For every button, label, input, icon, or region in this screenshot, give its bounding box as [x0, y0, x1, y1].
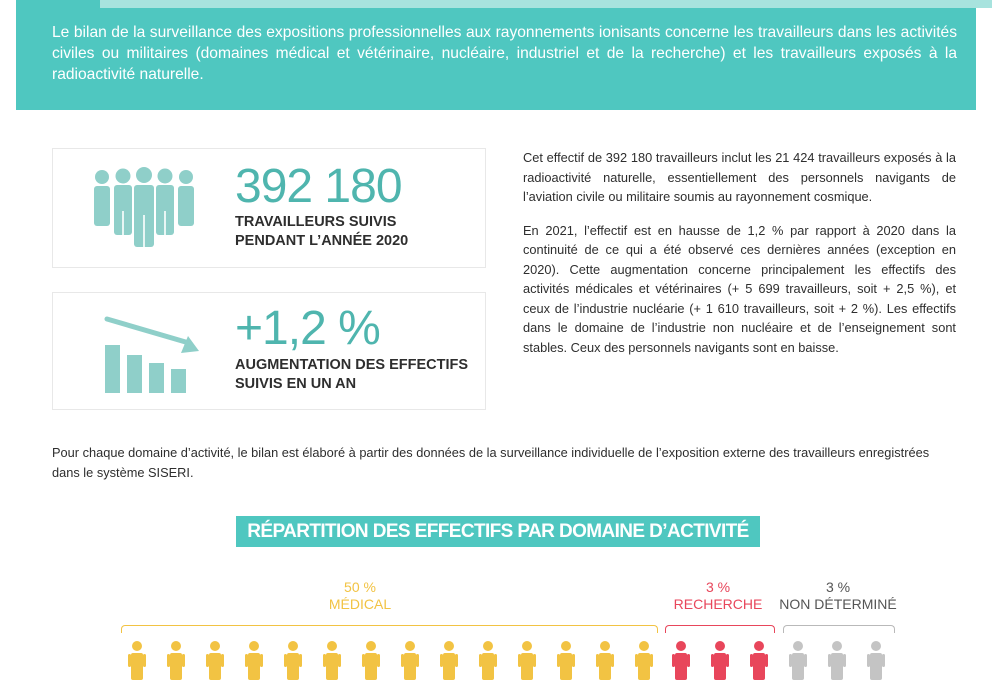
people-group-icon — [89, 167, 199, 251]
explanation-text — [523, 148, 956, 371]
person-icon-medical — [401, 641, 419, 680]
bracket-undetermined — [783, 625, 895, 633]
person-icon-medical — [596, 641, 614, 680]
person-icon-medical — [128, 641, 146, 680]
stat-label-growth — [235, 356, 468, 394]
person-icon-medical — [245, 641, 263, 680]
stat-number-growth: +1,2 % — [235, 302, 380, 355]
stat-label-line2: SUIVIS EN UN AN — [235, 376, 357, 392]
category-undetermined-name: NON DÉTERMINÉ — [779, 596, 897, 612]
paragraph-evolution: En 2021, l’effectif est en hausse de 1,2 % par rapport à 2020 dans la continuité de ce qui a été observé ces dernières années (exception en 2020). Cette augmentation concerne principalement les effectifs des activités médicales et vétérinaires (+ 5 699 travailleurs, soit + 2,5 %), et ceux de l’industrie nucléarie (+ 1 610 travailleurs, soit + 2 %). Les effectifs dans le domaine de l’industrie non nucléaire et de l’enseignement sont stables. Ceux des personnels navigants sont en baisse. — [523, 222, 956, 355]
person-icon-medical — [518, 641, 536, 680]
banner-top-strip — [100, 0, 992, 8]
category-undetermined-pct: 3 % — [825, 579, 851, 595]
person-icon-medical — [635, 641, 653, 680]
bracket-medical — [121, 625, 658, 633]
person-icon-recherche — [672, 641, 690, 680]
stat-label-line2: PENDANT L’ANNÉE 2020 — [235, 233, 409, 249]
bracket-research — [665, 625, 775, 633]
category-medical-name: MÉDICAL — [328, 596, 392, 612]
category-research-name: RECHERCHE — [673, 596, 763, 612]
person-pictogram-row — [0, 636, 992, 680]
stat-label-line1: AUGMENTATION DES EFFECTIFS — [235, 357, 469, 373]
category-research — [663, 579, 773, 613]
stat-card-growth — [52, 292, 486, 410]
category-research-pct: 3 % — [705, 579, 731, 595]
person-icon-nd — [828, 641, 846, 680]
person-icon-medical — [323, 641, 341, 680]
person-icon-nd — [867, 641, 885, 680]
intro-text: Le bilan de la surveillance des expositions professionnelles aux rayonnements ionisants concerne les travailleurs dans les activités civiles ou militaires (domaines médical et vétérinaire, nucléaire, industriel et de la recherche) et les travailleurs exposés à la radioactivité naturelle. — [52, 24, 957, 83]
person-icon-nd — [789, 641, 807, 680]
person-icon-recherche — [750, 641, 768, 680]
stat-number-workers: 392 180 — [235, 160, 402, 213]
person-icon-medical — [284, 641, 302, 680]
banner-tab-notch — [42, 0, 96, 8]
stat-label-workers — [235, 213, 408, 251]
category-medical-pct: 50 % — [344, 579, 376, 595]
person-icon-medical — [479, 641, 497, 680]
person-icon-medical — [206, 641, 224, 680]
stat-card-workers — [52, 148, 486, 268]
person-icon-recherche — [711, 641, 729, 680]
stat-label-line1: TRAVAILLEURS SUIVIS — [235, 214, 397, 230]
category-medical — [260, 579, 460, 613]
person-icon-medical — [362, 641, 380, 680]
category-undetermined — [776, 579, 900, 613]
person-icon-medical — [167, 641, 185, 680]
person-icon-medical — [440, 641, 458, 680]
methodology-text: Pour chaque domaine d’activité, le bilan est élaboré à partir des données de la surveillance individuelle de l’exposition externe des travailleurs enregistrées dans le système SISERI. — [52, 445, 930, 480]
paragraph-workforce: Cet effectif de 392 180 travailleurs inclut les 21 424 travailleurs exposés à la radioactivité naturelle, essentiellement des personnels navigants de l’aviation civile ou militaire soumis au rayonnement cosmique. — [523, 150, 956, 204]
bar-chart-trend-icon — [103, 313, 203, 393]
section-title: RÉPARTITION DES EFFECTIFS PAR DOMAINE D’ACTIVITÉ — [236, 516, 760, 547]
person-icon-medical — [557, 641, 575, 680]
